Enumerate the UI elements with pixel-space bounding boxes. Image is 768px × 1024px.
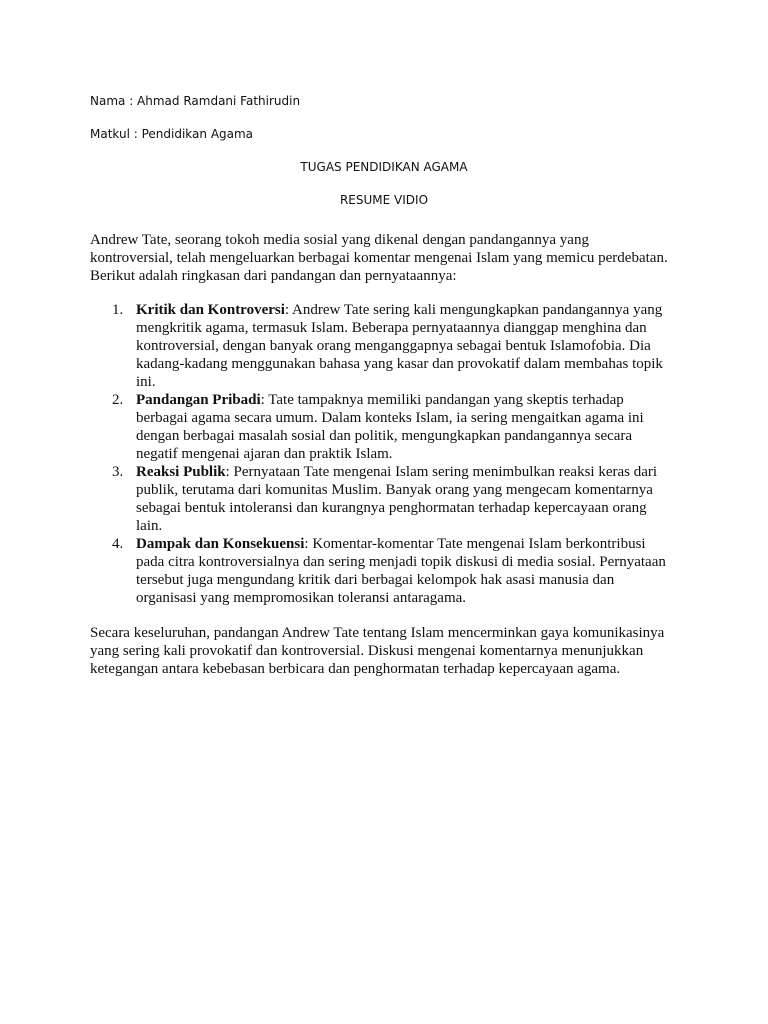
list-item-text — [136, 535, 681, 607]
list-number: 2. — [112, 392, 124, 408]
list-first-line — [136, 535, 681, 553]
list-line: berbagai agama secara umum. Dalam konteks Islam, ia sering mengaitkan agama ini — [136, 410, 644, 426]
list-line: tersebut juga mengundang kritik dari berbagai kelompok hak asasi manusia dan — [136, 572, 615, 588]
list-number: 3. — [112, 464, 124, 480]
list-line: mengkritik agama, termasuk Islam. Beberapa pernyataannya dianggap menghina dan — [136, 320, 647, 336]
intro-line: Berikut adalah ringkasan dari pandangan dan pernyataannya: — [90, 268, 457, 284]
conclusion-line: Secara keseluruhan, pandangan Andrew Tate tentang Islam mencerminkan gaya komunikasinya — [90, 625, 665, 641]
list-item-1 — [0, 301, 768, 391]
list-first-text: : Pernyataan Tate mengenai Islam sering menimbulkan reaksi keras dari — [225, 464, 658, 480]
list-line: organisasi yang mempromosikan toleransi antaragama. — [136, 590, 467, 606]
document-subtitle: RESUME VIDIO — [339, 193, 429, 207]
conclusion-paragraph — [90, 624, 680, 678]
list-item-text — [136, 391, 681, 463]
list-item-4 — [0, 535, 768, 607]
list-number: 4. — [112, 536, 124, 552]
conclusion-line: ketegangan antara kebebasan berbicara dan penghormatan terhadap kepercayaan agama. — [90, 661, 621, 677]
list-first-line — [136, 301, 681, 319]
list-item-2 — [0, 391, 768, 463]
list-item-text — [136, 463, 681, 535]
list-first-text: : Andrew Tate sering kali mengungkapkan pandangannya yang — [284, 302, 663, 318]
list-line: kadang-kadang menggunakan bahasa yang kasar dan provokatif dalam membahas topik — [136, 356, 663, 372]
list-item-3 — [0, 463, 768, 535]
list-first-line — [136, 463, 681, 481]
list-line: sebagai bentuk intoleransi dan kurangnya penghormatan terhadap kepercayaan orang — [136, 500, 647, 516]
intro-line: kontroversial, telah mengeluarkan berbagai komentar mengenai Islam yang memicu perdebatan. — [90, 250, 668, 266]
list-number: 1. — [112, 302, 124, 318]
numbered-list — [0, 301, 768, 607]
list-line: pada citra kontroversialnya dan sering menjadi topik diskusi di media sosial. Pernyataan — [136, 554, 666, 570]
course-line: Matkul : Pendidikan Agama — [90, 127, 254, 141]
list-first-text: : Komentar-komentar Tate mengenai Islam berkontribusi — [304, 536, 646, 552]
intro-line: Andrew Tate, seorang tokoh media sosial yang dikenal dengan pandangannya yang — [90, 232, 589, 248]
list-line: lain. — [136, 518, 163, 534]
student-name-line: Nama : Ahmad Ramdani Fathirudin — [90, 94, 301, 108]
list-first-text: : Tate tampaknya memiliki pandangan yang skeptis terhadap — [260, 392, 624, 408]
list-term: Dampak dan Konsekuensi — [136, 536, 305, 552]
list-line: negatif mengenai ajaran dan praktik Islam. — [136, 446, 393, 462]
conclusion-line: yang sering kali provokatif dan kontroversial. Diskusi mengenai komentarnya menunjukkan — [90, 643, 644, 659]
list-term: Reaksi Publik — [136, 464, 226, 480]
list-item-text — [136, 301, 681, 391]
list-line: dengan berbagai masalah sosial dan politik, mengungkapkan pandangannya secara — [136, 428, 633, 444]
list-term: Kritik dan Kontroversi — [136, 302, 285, 318]
list-line: publik, terutama dari komunitas Muslim. Banyak orang yang mengecam komentarnya — [136, 482, 653, 498]
list-term: Pandangan Pribadi — [136, 392, 261, 408]
list-line: kontroversial, dengan banyak orang menganggapnya sebagai bentuk Islamofobia. Dia — [136, 338, 651, 354]
list-line: ini. — [136, 374, 156, 390]
document-title: TUGAS PENDIDIKAN AGAMA — [300, 160, 468, 174]
intro-paragraph — [90, 231, 680, 285]
list-first-line — [136, 391, 681, 409]
